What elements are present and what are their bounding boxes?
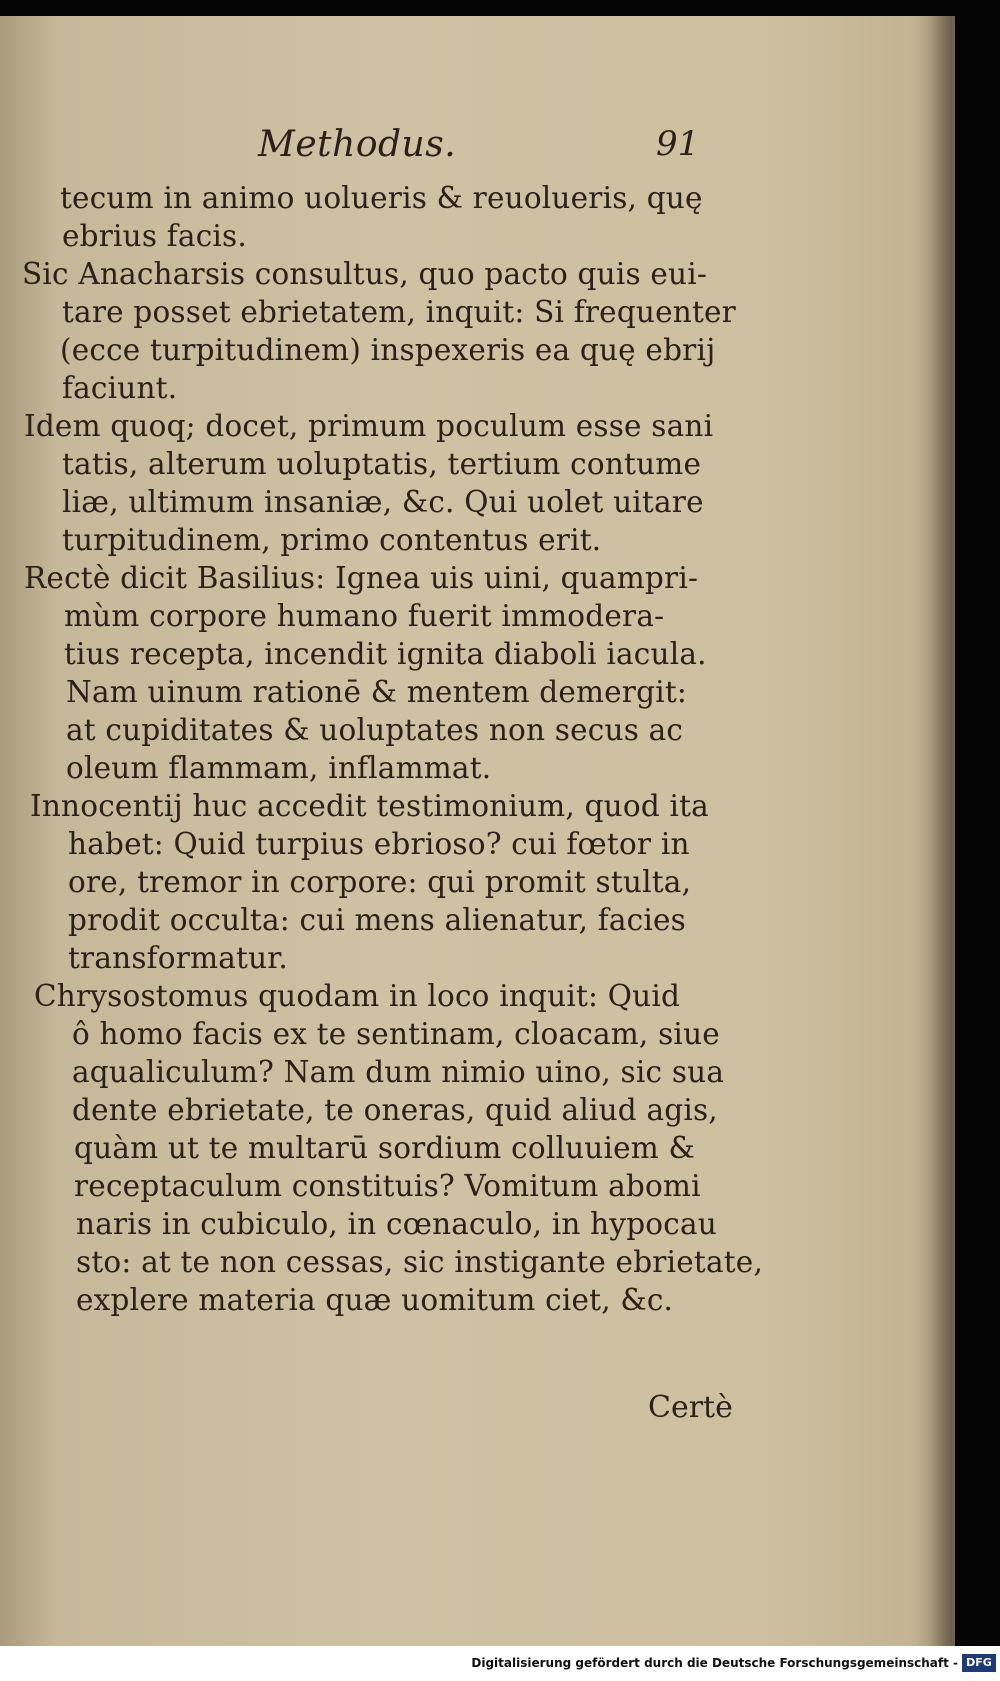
text-line: ore, tremor in corpore: qui promit stulta, xyxy=(68,865,692,899)
page-number: 91 xyxy=(656,124,700,164)
footer-bar xyxy=(0,1646,1000,1681)
text-line: receptaculum constituis? Vomitum abomi xyxy=(74,1169,701,1203)
text-line: prodit occulta: cui mens alienatur, facies xyxy=(68,903,687,937)
text-line: liæ, ultimum insaniæ, &c. Qui uolet uitare xyxy=(62,485,704,519)
text-line: mùm corpore humano fuerit immodera- xyxy=(64,599,665,633)
text-line: (ecce turpitudinem) inspexeris ea quę ebrij xyxy=(60,333,716,367)
text-line: aqualiculum? Nam dum nimio uino, sic sua xyxy=(72,1055,725,1089)
text-line: ebrius facis. xyxy=(62,219,247,253)
book-page xyxy=(0,16,955,1646)
text-line: Rectè dicit Basilius: Ignea uis uini, quampri- xyxy=(24,561,699,595)
text-line: sto: at te non cessas, sic instigante ebrietate, xyxy=(76,1245,764,1279)
text-line: naris in cubiculo, in cœnaculo, in hypocau xyxy=(76,1207,717,1241)
text-line: faciunt. xyxy=(62,371,178,405)
text-line: Innocentij huc accedit testimonium, quod ita xyxy=(30,789,709,823)
page-header xyxy=(0,112,952,172)
text-line: tatis, alterum uoluptatis, tertium contume xyxy=(62,447,702,481)
text-line: tius recepta, incendit ignita diaboli iacula. xyxy=(64,637,707,671)
text-line: Sic Anacharsis consultus, quo pacto quis eui- xyxy=(22,257,708,291)
text-line: tecum in animo uolueris & reuolueris, quę xyxy=(60,181,703,215)
text-line: tare posset ebrietatem, inquit: Si frequenter xyxy=(62,295,736,329)
text-line: transformatur. xyxy=(68,941,288,975)
text-line: Nam uinum rationē & mentem demergit: xyxy=(66,675,688,709)
text-line: turpitudinem, primo contentus erit. xyxy=(62,523,602,557)
text-line: at cupiditates & uoluptates non secus ac xyxy=(66,713,684,747)
dfg-logo-icon: DFG xyxy=(962,1654,996,1672)
catchword: Certè xyxy=(648,1390,733,1425)
text-line: ô homo facis ex te sentinam, cloacam, siue xyxy=(72,1017,720,1051)
text-line: quàm ut te multarū sordium colluuiem & xyxy=(74,1131,695,1165)
text-line: Chrysostomus quodam in loco inquit: Quid xyxy=(34,979,681,1013)
text-line: dente ebrietate, te oneras, quid aliud agis, xyxy=(72,1093,718,1127)
text-line: oleum flammam, inflammat. xyxy=(66,751,492,785)
footer-credit: Digitalisierung gefördert durch die Deutsche Forschungsgemeinschaft - xyxy=(471,1656,958,1670)
text-line: Idem quoq; docet, primum poculum esse sani xyxy=(24,409,714,443)
running-title: Methodus. xyxy=(258,124,457,165)
text-line: explere materia quæ uomitum ciet, &c. xyxy=(76,1283,674,1317)
text-line: habet: Quid turpius ebrioso? cui fœtor in xyxy=(68,827,690,861)
